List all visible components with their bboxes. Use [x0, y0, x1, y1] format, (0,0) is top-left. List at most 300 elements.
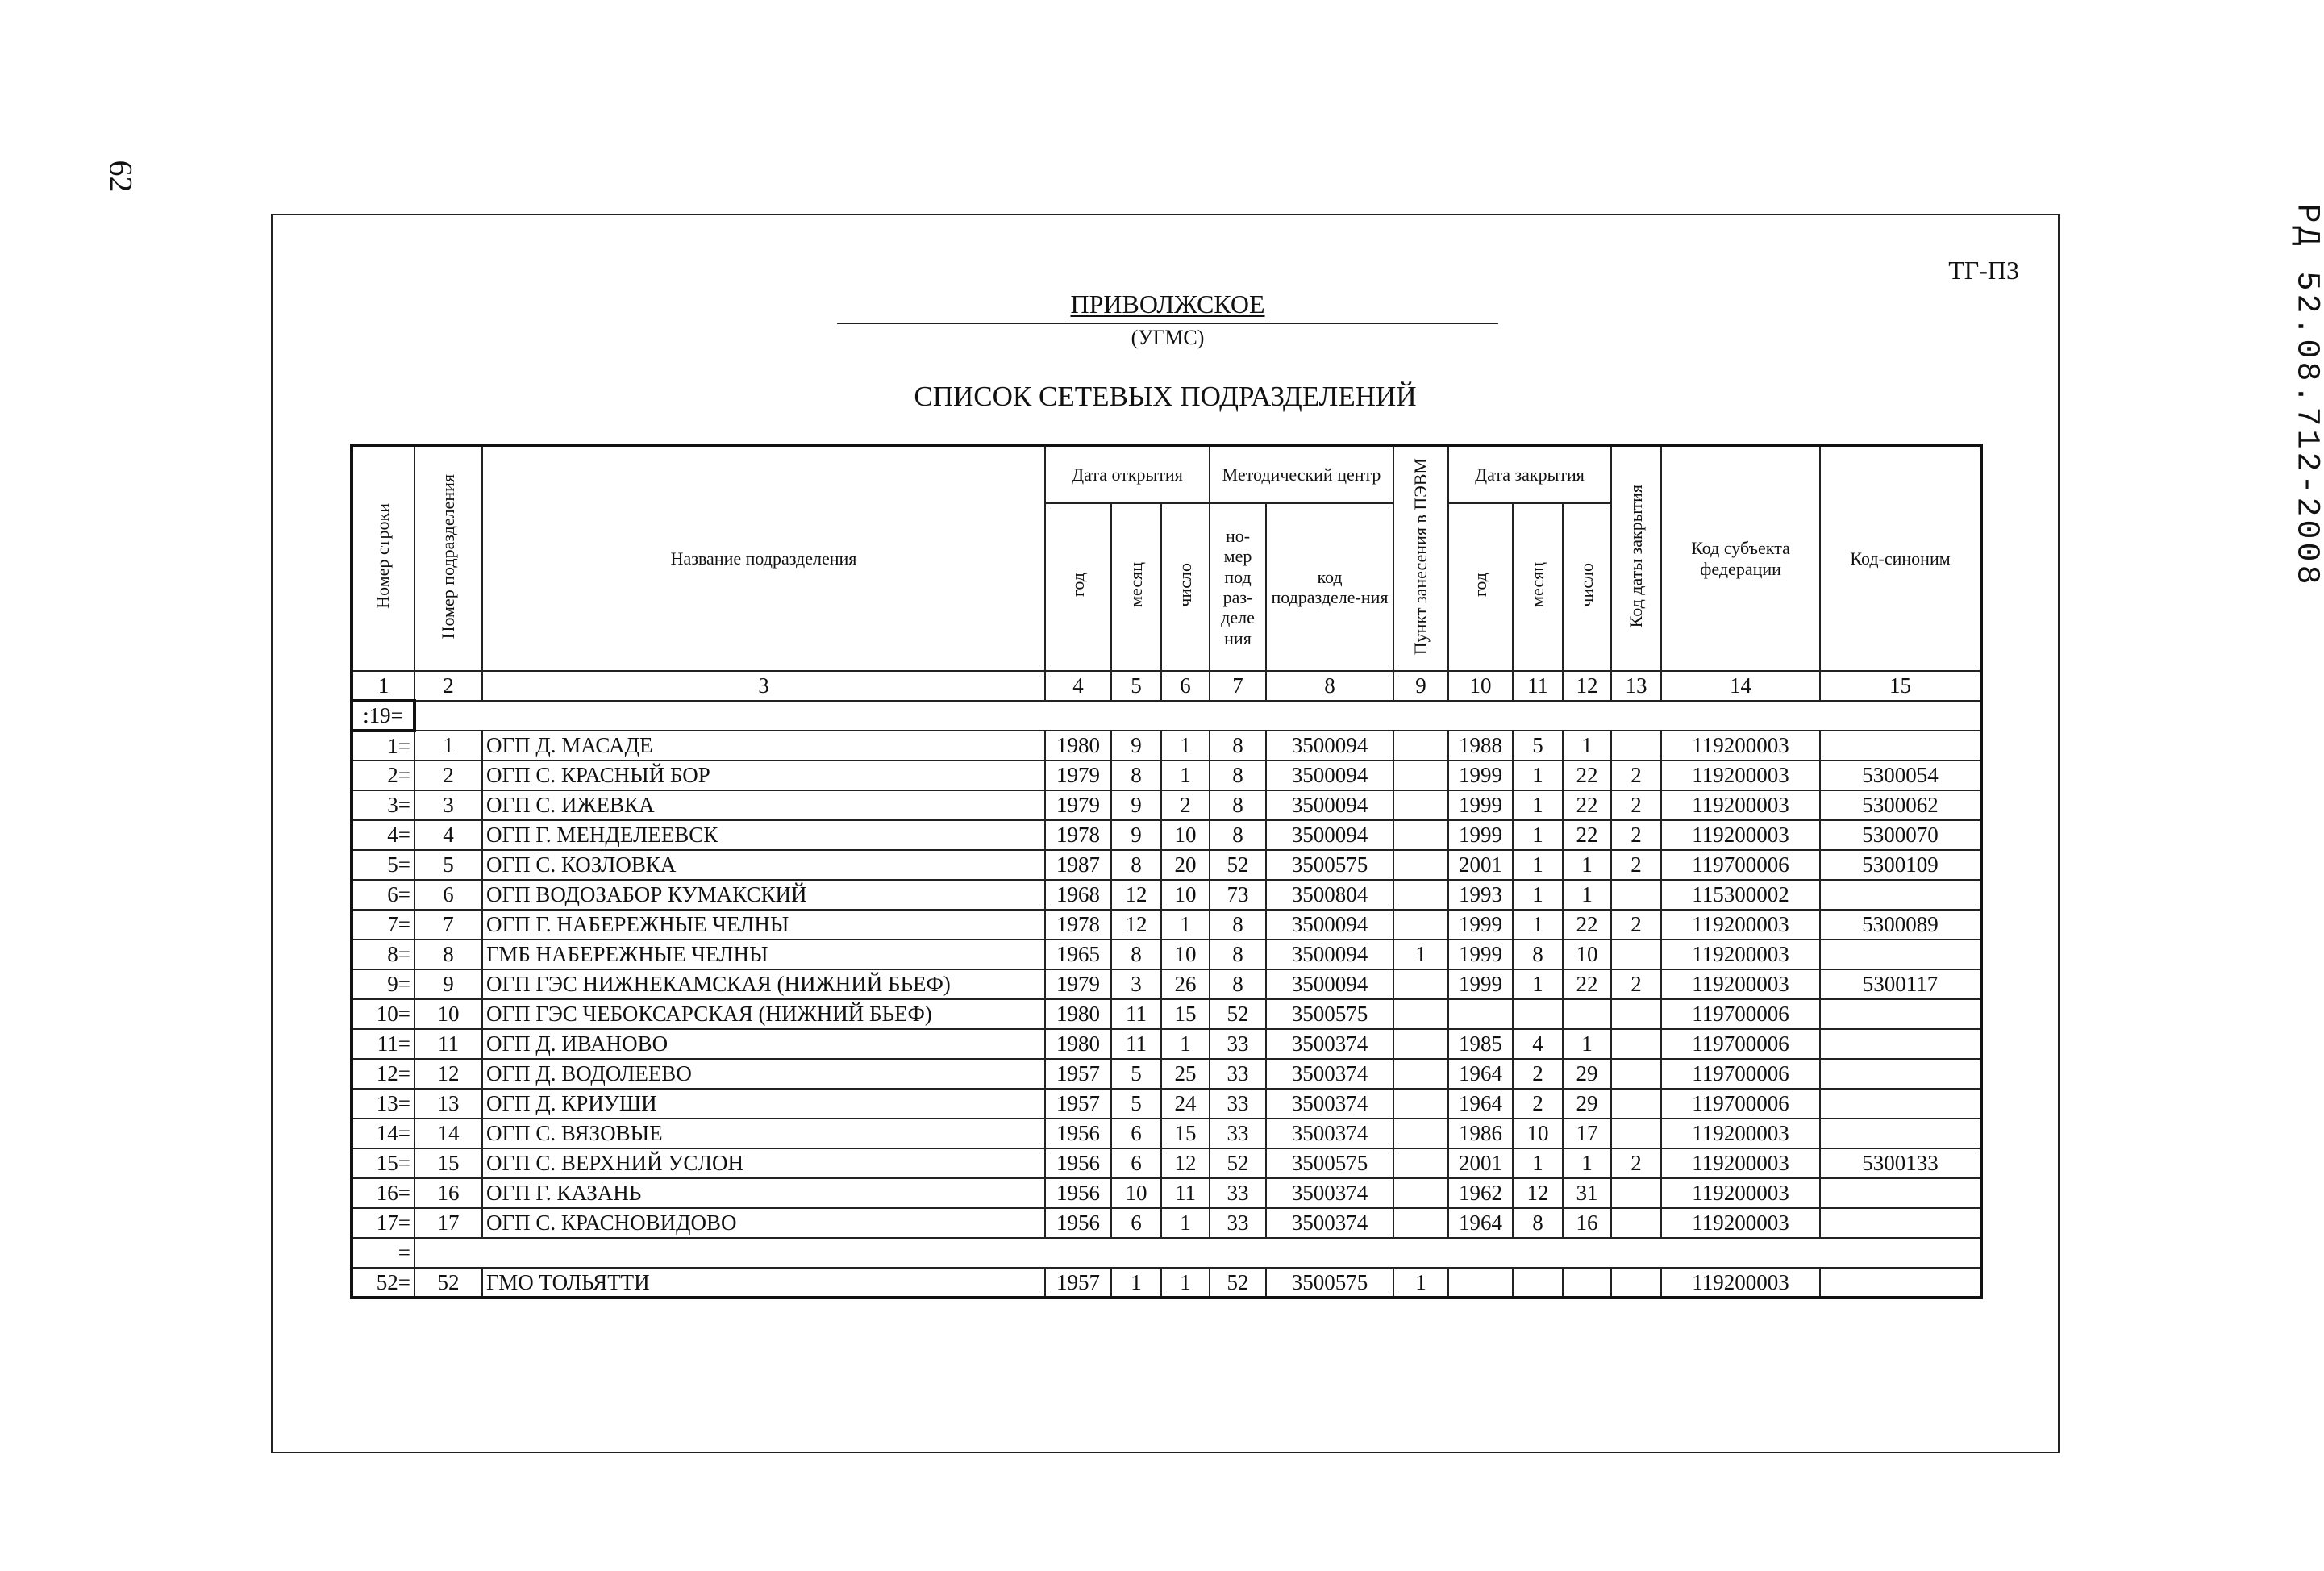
- method-center-number: 8: [1210, 910, 1266, 940]
- row-number: 6=: [352, 880, 414, 910]
- method-center-code: 3500374: [1266, 1178, 1393, 1208]
- method-center-number: 33: [1210, 1119, 1266, 1148]
- column-number: 10: [1448, 671, 1513, 701]
- header-pc-point: Пункт занесения в ПЭВМ: [1393, 445, 1448, 671]
- method-center-code: 3500374: [1266, 1119, 1393, 1148]
- close-day: [1563, 1268, 1611, 1298]
- close-day: 16: [1563, 1208, 1611, 1238]
- open-year: 1956: [1045, 1208, 1111, 1238]
- close-day: 22: [1563, 969, 1611, 999]
- subject-code: 119200003: [1661, 820, 1820, 850]
- method-center-code: 3500094: [1266, 910, 1393, 940]
- group-label: :19=: [352, 701, 414, 731]
- synonym-code: [1820, 999, 1981, 1029]
- synonym-code: 5300133: [1820, 1148, 1981, 1178]
- method-center-number: 8: [1210, 790, 1266, 820]
- close-code: [1611, 1208, 1661, 1238]
- open-year: 1968: [1045, 880, 1111, 910]
- subject-code: 119200003: [1661, 1268, 1820, 1298]
- close-year: 1999: [1448, 910, 1513, 940]
- header-synonym-code: Код-синоним: [1820, 445, 1981, 671]
- column-number: 12: [1563, 671, 1611, 701]
- close-day: 22: [1563, 790, 1611, 820]
- open-year: 1980: [1045, 1029, 1111, 1059]
- synonym-code: [1820, 940, 1981, 969]
- close-code: 2: [1611, 790, 1661, 820]
- table-row: [352, 850, 1981, 880]
- close-month: 1: [1513, 910, 1563, 940]
- method-center-code: 3500374: [1266, 1089, 1393, 1119]
- method-center-code: 3500575: [1266, 999, 1393, 1029]
- unit-number: 9: [414, 969, 482, 999]
- close-month: 1: [1513, 880, 1563, 910]
- synonym-code: [1820, 1029, 1981, 1059]
- column-number: 2: [414, 671, 482, 701]
- open-month: 9: [1111, 820, 1161, 850]
- open-year: 1980: [1045, 999, 1111, 1029]
- pc-point: [1393, 850, 1448, 880]
- method-center-code: 3500094: [1266, 940, 1393, 969]
- unit-name: ГМБ НАБЕРЕЖНЫЕ ЧЕЛНЫ: [482, 940, 1045, 969]
- pc-point: [1393, 1148, 1448, 1178]
- method-center-number: 8: [1210, 731, 1266, 760]
- subject-code: 119700006: [1661, 1029, 1820, 1059]
- close-month: 8: [1513, 940, 1563, 969]
- close-code: 2: [1611, 760, 1661, 790]
- close-year: 1964: [1448, 1059, 1513, 1089]
- close-year: 2001: [1448, 850, 1513, 880]
- open-month: 8: [1111, 940, 1161, 969]
- row-number: 14=: [352, 1119, 414, 1148]
- unit-number: 17: [414, 1208, 482, 1238]
- method-center-code: 3500094: [1266, 820, 1393, 850]
- method-center-number: 52: [1210, 999, 1266, 1029]
- open-day: 10: [1161, 820, 1210, 850]
- method-center-code: 3500094: [1266, 969, 1393, 999]
- table-row: [352, 760, 1981, 790]
- unit-name: ОГП С. ВЯЗОВЫЕ: [482, 1119, 1045, 1148]
- method-center-code: 3500575: [1266, 1268, 1393, 1298]
- row-number: 8=: [352, 940, 414, 969]
- form-code: ТГ-П3: [1948, 256, 2019, 285]
- column-number: 9: [1393, 671, 1448, 701]
- method-center-number: 52: [1210, 1268, 1266, 1298]
- method-center-number: 52: [1210, 1148, 1266, 1178]
- method-center-number: 8: [1210, 760, 1266, 790]
- pc-point: [1393, 910, 1448, 940]
- unit-name: ОГП Г. МЕНДЕЛЕЕВСК: [482, 820, 1045, 850]
- pc-point: [1393, 1119, 1448, 1148]
- header-close-date: Дата закрытия: [1448, 445, 1611, 503]
- open-day: 10: [1161, 940, 1210, 969]
- close-code: [1611, 940, 1661, 969]
- header-close-year: год: [1448, 503, 1513, 671]
- units-table: [350, 444, 1983, 1299]
- close-code: [1611, 999, 1661, 1029]
- method-center-number: 33: [1210, 1178, 1266, 1208]
- subject-code: 119700006: [1661, 999, 1820, 1029]
- close-day: 29: [1563, 1089, 1611, 1119]
- page-title: СПИСОК СЕТЕВЫХ ПОДРАЗДЕЛЕНИЙ: [914, 381, 1417, 412]
- pc-point: [1393, 790, 1448, 820]
- open-day: 1: [1161, 731, 1210, 760]
- table-row: [352, 1148, 1981, 1178]
- organization-block: [837, 290, 1498, 350]
- open-month: 8: [1111, 760, 1161, 790]
- close-code: [1611, 1059, 1661, 1089]
- pc-point: [1393, 1059, 1448, 1089]
- open-day: 11: [1161, 1178, 1210, 1208]
- close-code: [1611, 1178, 1661, 1208]
- unit-number: 14: [414, 1119, 482, 1148]
- close-day: 22: [1563, 910, 1611, 940]
- close-code: 2: [1611, 850, 1661, 880]
- table-row: [352, 1268, 1981, 1298]
- unit-name: ОГП Г. НАБЕРЕЖНЫЕ ЧЕЛНЫ: [482, 910, 1045, 940]
- close-day: 1: [1563, 1148, 1611, 1178]
- subject-code: 119200003: [1661, 910, 1820, 940]
- close-year: 1962: [1448, 1178, 1513, 1208]
- method-center-code: 3500094: [1266, 731, 1393, 760]
- open-year: 1987: [1045, 850, 1111, 880]
- close-year: 1986: [1448, 1119, 1513, 1148]
- method-center-number: 33: [1210, 1208, 1266, 1238]
- open-month: 12: [1111, 880, 1161, 910]
- unit-name: ОГП С. КОЗЛОВКА: [482, 850, 1045, 880]
- row-number: 52=: [352, 1268, 414, 1298]
- method-center-code: 3500374: [1266, 1029, 1393, 1059]
- subject-code: 119200003: [1661, 731, 1820, 760]
- table-row: [352, 1178, 1981, 1208]
- unit-number: 5: [414, 850, 482, 880]
- unit-name: ОГП ГЭС НИЖНЕКАМСКАЯ (НИЖНИЙ БЬЕФ): [482, 969, 1045, 999]
- header-open-year: год: [1045, 503, 1111, 671]
- synonym-code: [1820, 731, 1981, 760]
- synonym-code: [1820, 1268, 1981, 1298]
- subject-code: 119700006: [1661, 850, 1820, 880]
- synonym-code: 5300109: [1820, 850, 1981, 880]
- close-year: 1993: [1448, 880, 1513, 910]
- pc-point: [1393, 1208, 1448, 1238]
- open-month: 11: [1111, 999, 1161, 1029]
- close-month: 1: [1513, 760, 1563, 790]
- open-day: 2: [1161, 790, 1210, 820]
- pc-point: [1393, 1178, 1448, 1208]
- open-year: 1965: [1045, 940, 1111, 969]
- close-year: 1999: [1448, 820, 1513, 850]
- open-month: 11: [1111, 1029, 1161, 1059]
- open-day: 1: [1161, 1029, 1210, 1059]
- page-number: 62: [102, 160, 140, 193]
- unit-name: ОГП Д. КРИУШИ: [482, 1089, 1045, 1119]
- close-code: [1611, 1089, 1661, 1119]
- column-number: 1: [352, 671, 414, 701]
- open-month: 9: [1111, 790, 1161, 820]
- open-year: 1978: [1045, 820, 1111, 850]
- close-year: 1999: [1448, 790, 1513, 820]
- unit-name: ОГП С. КРАСНОВИДОВО: [482, 1208, 1045, 1238]
- close-month: [1513, 1268, 1563, 1298]
- open-day: 1: [1161, 910, 1210, 940]
- header-close-day: число: [1563, 503, 1611, 671]
- column-number: 11: [1513, 671, 1563, 701]
- open-day: 10: [1161, 880, 1210, 910]
- open-day: 15: [1161, 999, 1210, 1029]
- close-code: 2: [1611, 910, 1661, 940]
- synonym-code: 5300117: [1820, 969, 1981, 999]
- subject-code: 119200003: [1661, 760, 1820, 790]
- column-number: 8: [1266, 671, 1393, 701]
- close-year: 1988: [1448, 731, 1513, 760]
- close-month: 2: [1513, 1089, 1563, 1119]
- column-number: 13: [1611, 671, 1661, 701]
- header-subject-code: Код субъекта федерации: [1661, 445, 1820, 671]
- column-number: 6: [1161, 671, 1210, 701]
- open-year: 1979: [1045, 790, 1111, 820]
- pc-point: [1393, 1089, 1448, 1119]
- close-month: 12: [1513, 1178, 1563, 1208]
- close-year: 1985: [1448, 1029, 1513, 1059]
- pc-point: [1393, 969, 1448, 999]
- row-number: 9=: [352, 969, 414, 999]
- synonym-code: 5300054: [1820, 760, 1981, 790]
- row-number: 11=: [352, 1029, 414, 1059]
- column-number: 14: [1661, 671, 1820, 701]
- unit-number: 52: [414, 1268, 482, 1298]
- header-close-month: месяц: [1513, 503, 1563, 671]
- close-month: 10: [1513, 1119, 1563, 1148]
- column-number: 4: [1045, 671, 1111, 701]
- unit-name: ОГП Д. ВОДОЛЕЕВО: [482, 1059, 1045, 1089]
- row-number: 2=: [352, 760, 414, 790]
- open-month: 9: [1111, 731, 1161, 760]
- open-day: 20: [1161, 850, 1210, 880]
- unit-name: ОГП ГЭС ЧЕБОКСАРСКАЯ (НИЖНИЙ БЬЕФ): [482, 999, 1045, 1029]
- close-day: 1: [1563, 731, 1611, 760]
- method-center-code: 3500575: [1266, 850, 1393, 880]
- header-open-month: месяц: [1111, 503, 1161, 671]
- form-frame: [271, 214, 2060, 1453]
- unit-name: ОГП С. ИЖЕВКА: [482, 790, 1045, 820]
- synonym-code: [1820, 880, 1981, 910]
- synonym-code: [1820, 1178, 1981, 1208]
- close-year: 1999: [1448, 760, 1513, 790]
- row-number: 7=: [352, 910, 414, 940]
- close-code: 2: [1611, 969, 1661, 999]
- pc-point: [1393, 999, 1448, 1029]
- open-month: 3: [1111, 969, 1161, 999]
- row-number: 17=: [352, 1208, 414, 1238]
- header-method-center: Методический центр: [1210, 445, 1393, 503]
- unit-number: 16: [414, 1178, 482, 1208]
- subject-code: 119700006: [1661, 1089, 1820, 1119]
- method-center-code: 3500575: [1266, 1148, 1393, 1178]
- table-row: [352, 731, 1981, 760]
- method-center-code: 3500094: [1266, 790, 1393, 820]
- document-code: РД 52.08.712-2008: [2288, 203, 2324, 588]
- close-year: 2001: [1448, 1148, 1513, 1178]
- table-row: [352, 1119, 1981, 1148]
- open-month: 6: [1111, 1208, 1161, 1238]
- open-month: 12: [1111, 910, 1161, 940]
- unit-name: ОГП Г. КАЗАНЬ: [482, 1178, 1045, 1208]
- close-year: [1448, 999, 1513, 1029]
- close-month: 2: [1513, 1059, 1563, 1089]
- method-center-code: 3500374: [1266, 1208, 1393, 1238]
- close-year: [1448, 1268, 1513, 1298]
- close-day: [1563, 999, 1611, 1029]
- ellipsis-filler: [414, 1238, 1981, 1268]
- close-year: 1999: [1448, 940, 1513, 969]
- unit-name: ОГП С. КРАСНЫЙ БОР: [482, 760, 1045, 790]
- unit-number: 8: [414, 940, 482, 969]
- row-number: 4=: [352, 820, 414, 850]
- close-month: 8: [1513, 1208, 1563, 1238]
- open-year: 1957: [1045, 1089, 1111, 1119]
- pc-point: [1393, 760, 1448, 790]
- row-number: 5=: [352, 850, 414, 880]
- unit-number: 7: [414, 910, 482, 940]
- open-month: 6: [1111, 1119, 1161, 1148]
- subject-code: 119200003: [1661, 1178, 1820, 1208]
- close-day: 1: [1563, 880, 1611, 910]
- ellipsis-row: [352, 1238, 1981, 1268]
- unit-name: ОГП Д. ИВАНОВО: [482, 1029, 1045, 1059]
- column-number-row: [352, 671, 1981, 701]
- close-code: 2: [1611, 1148, 1661, 1178]
- close-day: 22: [1563, 820, 1611, 850]
- close-year: 1964: [1448, 1208, 1513, 1238]
- table-row: [352, 880, 1981, 910]
- method-center-number: 33: [1210, 1029, 1266, 1059]
- unit-number: 11: [414, 1029, 482, 1059]
- unit-number: 15: [414, 1148, 482, 1178]
- subject-code: 119200003: [1661, 790, 1820, 820]
- open-month: 6: [1111, 1148, 1161, 1178]
- unit-name: ОГП Д. МАСАДЕ: [482, 731, 1045, 760]
- synonym-code: [1820, 1089, 1981, 1119]
- table-row: [352, 1089, 1981, 1119]
- unit-number: 4: [414, 820, 482, 850]
- subject-code: 119200003: [1661, 969, 1820, 999]
- method-center-number: 33: [1210, 1089, 1266, 1119]
- table-row: [352, 969, 1981, 999]
- header-close-code: Код даты закрытия: [1611, 445, 1661, 671]
- open-day: 26: [1161, 969, 1210, 999]
- method-center-code: 3500804: [1266, 880, 1393, 910]
- unit-name: ГМО ТОЛЬЯТТИ: [482, 1268, 1045, 1298]
- close-year: 1999: [1448, 969, 1513, 999]
- synonym-code: 5300062: [1820, 790, 1981, 820]
- group-filler: [414, 701, 1981, 731]
- close-month: 1: [1513, 790, 1563, 820]
- subject-code: 119200003: [1661, 1119, 1820, 1148]
- header-row-number: Номер строки: [352, 445, 414, 671]
- open-month: 10: [1111, 1178, 1161, 1208]
- organization-type: (УГМС): [1131, 326, 1205, 349]
- header-unit-number: Номер подразделения: [414, 445, 482, 671]
- open-year: 1980: [1045, 731, 1111, 760]
- table-row: [352, 790, 1981, 820]
- close-day: 22: [1563, 760, 1611, 790]
- table-row: [352, 1208, 1981, 1238]
- row-number: 1=: [352, 731, 414, 760]
- open-year: 1979: [1045, 969, 1111, 999]
- unit-number: 6: [414, 880, 482, 910]
- open-year: 1978: [1045, 910, 1111, 940]
- pc-point: [1393, 1029, 1448, 1059]
- header-open-date: Дата открытия: [1045, 445, 1210, 503]
- close-day: 31: [1563, 1178, 1611, 1208]
- row-number: 3=: [352, 790, 414, 820]
- close-year: 1964: [1448, 1089, 1513, 1119]
- unit-number: 3: [414, 790, 482, 820]
- row-number: =: [352, 1238, 414, 1268]
- open-day: 1: [1161, 1208, 1210, 1238]
- open-month: 8: [1111, 850, 1161, 880]
- open-month: 5: [1111, 1089, 1161, 1119]
- table-row: [352, 1029, 1981, 1059]
- close-code: [1611, 1268, 1661, 1298]
- unit-name: ОГП С. ВЕРХНИЙ УСЛОН: [482, 1148, 1045, 1178]
- header-unit-name: Название подразделения: [482, 445, 1045, 671]
- method-center-number: 8: [1210, 820, 1266, 850]
- organization-name: ПРИВОЛЖСКОЕ: [1070, 290, 1265, 319]
- close-month: 1: [1513, 969, 1563, 999]
- table-row: [352, 820, 1981, 850]
- table-row: [352, 940, 1981, 969]
- close-day: 1: [1563, 850, 1611, 880]
- row-number: 13=: [352, 1089, 414, 1119]
- close-code: [1611, 731, 1661, 760]
- subject-code: 119200003: [1661, 1148, 1820, 1178]
- unit-number: 1: [414, 731, 482, 760]
- pc-point: [1393, 731, 1448, 760]
- close-month: 4: [1513, 1029, 1563, 1059]
- close-month: 1: [1513, 850, 1563, 880]
- synonym-code: 5300089: [1820, 910, 1981, 940]
- header-mc-number: но-мер под раз-деле ния: [1210, 503, 1266, 671]
- close-month: 5: [1513, 731, 1563, 760]
- unit-name: ОГП ВОДОЗАБОР КУМАКСКИЙ: [482, 880, 1045, 910]
- table-row: [352, 1059, 1981, 1089]
- unit-number: 13: [414, 1089, 482, 1119]
- open-year: 1956: [1045, 1119, 1111, 1148]
- open-year: 1957: [1045, 1268, 1111, 1298]
- subject-code: 119200003: [1661, 940, 1820, 969]
- synonym-code: [1820, 1059, 1981, 1089]
- synonym-code: [1820, 1119, 1981, 1148]
- column-number: 7: [1210, 671, 1266, 701]
- open-month: 1: [1111, 1268, 1161, 1298]
- open-year: 1956: [1045, 1148, 1111, 1178]
- column-number: 5: [1111, 671, 1161, 701]
- open-year: 1956: [1045, 1178, 1111, 1208]
- open-day: 15: [1161, 1119, 1210, 1148]
- row-number: 16=: [352, 1178, 414, 1208]
- pc-point: 1: [1393, 940, 1448, 969]
- close-day: 29: [1563, 1059, 1611, 1089]
- pc-point: [1393, 820, 1448, 850]
- method-center-number: 52: [1210, 850, 1266, 880]
- open-day: 1: [1161, 1268, 1210, 1298]
- pc-point: 1: [1393, 1268, 1448, 1298]
- column-number: 3: [482, 671, 1045, 701]
- synonym-code: [1820, 1208, 1981, 1238]
- open-day: 25: [1161, 1059, 1210, 1089]
- unit-number: 10: [414, 999, 482, 1029]
- column-number: 15: [1820, 671, 1981, 701]
